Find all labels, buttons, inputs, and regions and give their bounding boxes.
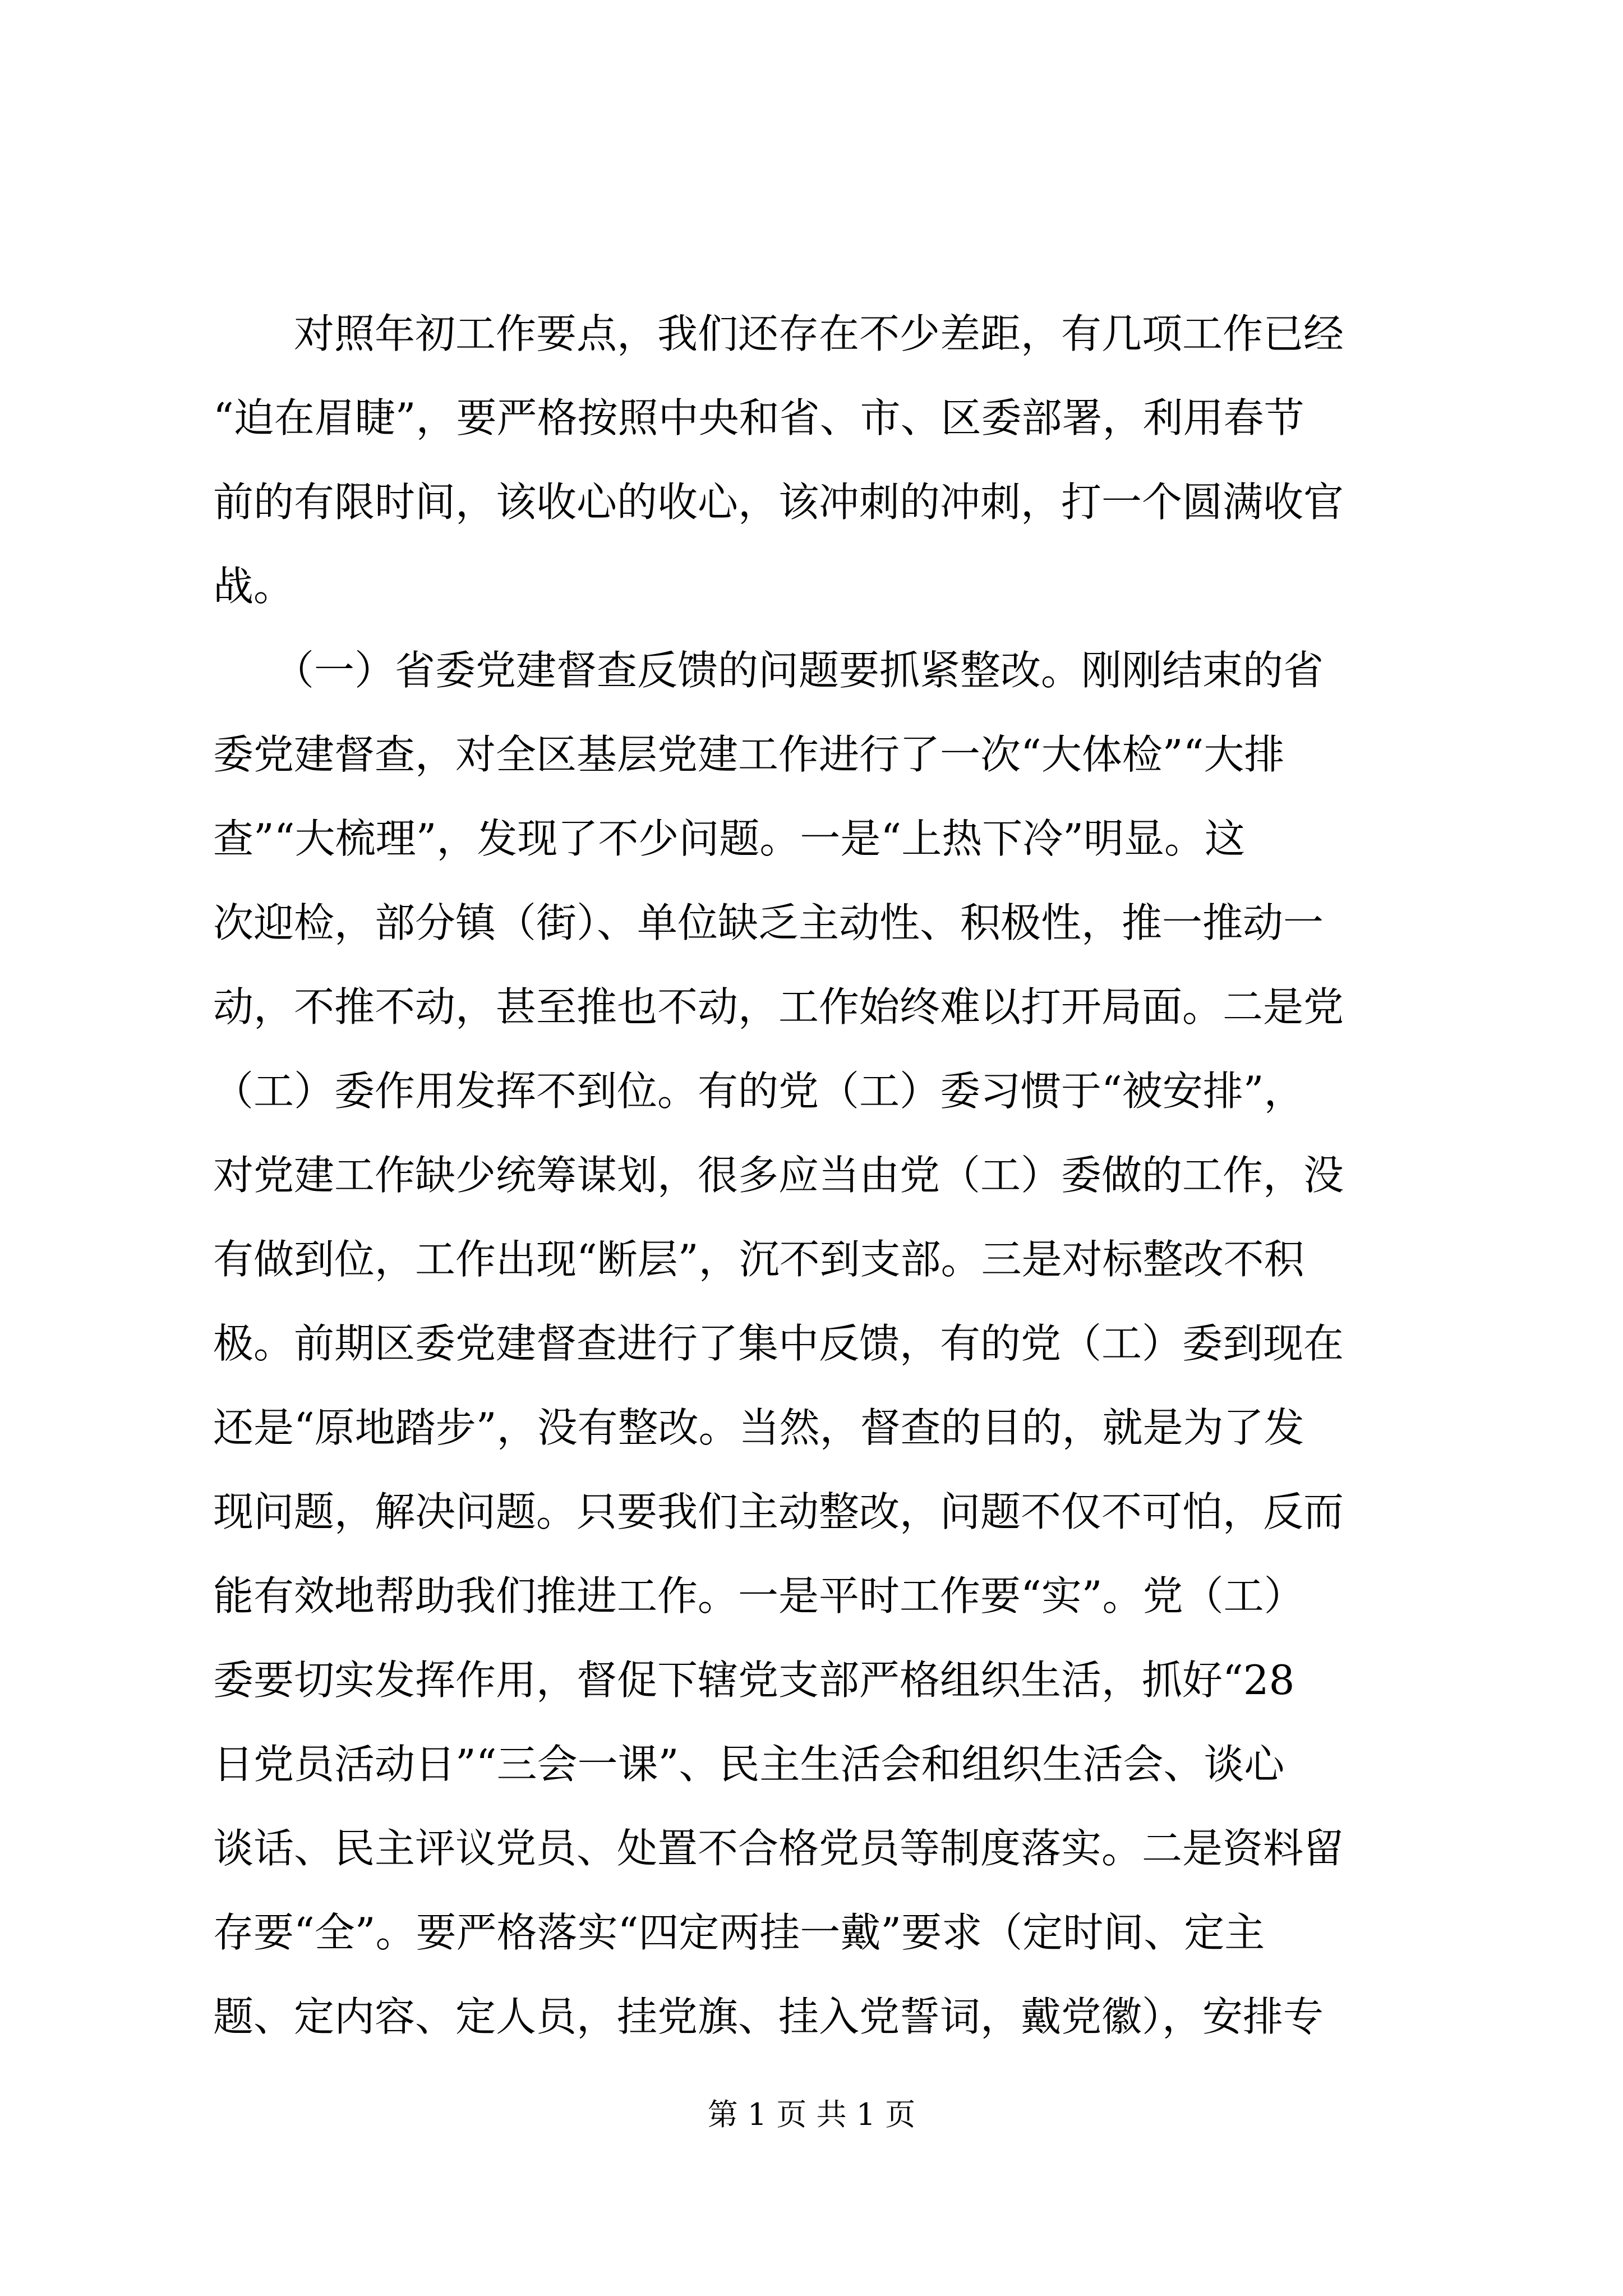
text-line: 能有效地帮助我们推进工作。一是平时工作要“实”。党（工） xyxy=(213,1572,1304,1619)
text-line: 对党建工作缺少统筹谋划，很多应当由党（工）委做的工作，没 xyxy=(213,1152,1344,1199)
text-line: 极。前期区委党建督查进行了集中反馈，有的党（工）委到现在 xyxy=(213,1320,1344,1367)
text-line: 前的有限时间，该收心的收心，该冲刺的冲刺，打一个圆满收官 xyxy=(213,478,1344,526)
text-line: （工）委作用发挥不到位。有的党（工）委习惯于“被安排”， xyxy=(213,1068,1304,1115)
text-line: 谈话、民主评议党员、处置不合格党员等制度落实。二是资料留 xyxy=(213,1825,1344,1872)
text-line: 对照年初工作要点，我们还存在不少差距，有几项工作已经 xyxy=(213,310,1344,357)
text-line: 现问题，解决问题。只要我们主动整改，问题不仅不可怕，反而 xyxy=(213,1488,1344,1535)
text-line: “迫在眉睫”，要严格按照中央和省、市、区委部署，利用春节 xyxy=(213,394,1304,441)
text-line: 还是“原地踏步”，没有整改。当然，督查的目的，就是为了发 xyxy=(213,1404,1304,1451)
text-line: 查”“大梳理”，发现了不少问题。一是“上热下冷”明显。这 xyxy=(213,815,1246,862)
text-line: 委要切实发挥作用，督促下辖党支部严格组织生活，抓好“28 xyxy=(213,1657,1295,1704)
text-line: 日党员活动日”“三会一课”、民主生活会和组织生活会、谈心 xyxy=(213,1741,1285,1788)
text-line: 有做到位，工作出现“断层”，沉不到支部。三是对标整改不积 xyxy=(213,1236,1304,1283)
page-footer: 第 1 页 共 1 页 xyxy=(707,2097,916,2132)
text-line: 战。 xyxy=(213,563,294,610)
text-line: 动，不推不动，甚至推也不动，工作始终难以打开局面。二是党 xyxy=(213,983,1344,1030)
text-line: （一）省委党建督查反馈的问题要抓紧整改。刚刚结束的省 xyxy=(213,647,1324,694)
text-line: 委党建督查，对全区基层党建工作进行了一次“大体检”“大排 xyxy=(213,731,1285,778)
text-line: 题、定内容、定人员，挂党旗、挂入党誓词，戴党徽），安排专 xyxy=(213,1993,1324,2040)
text-line: 存要“全”。要严格落实“四定两挂一戴”要求（定时间、定主 xyxy=(213,1909,1265,1956)
text-line: 次迎检，部分镇（街）、单位缺乏主动性、积极性，推一推动一 xyxy=(213,899,1324,946)
